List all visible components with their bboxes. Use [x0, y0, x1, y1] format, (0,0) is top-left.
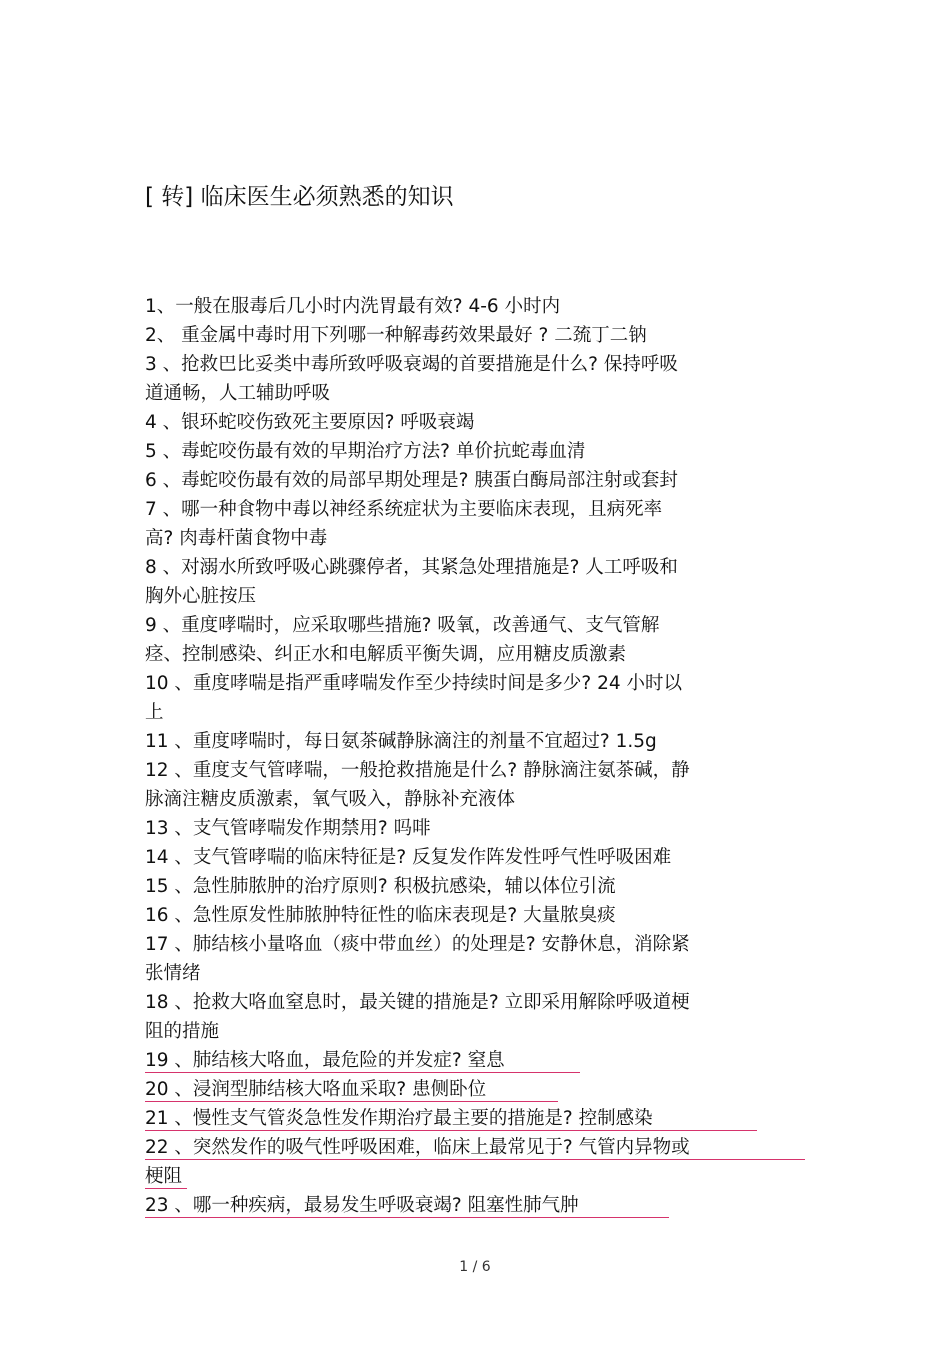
text-line: 脉滴注糖皮质激素，氧气吸入，静脉补充液体	[145, 789, 516, 810]
text-line: 18 、抢救大咯血窒息时，最关键的措施是? 立即采用解除呼吸道梗	[145, 992, 690, 1013]
text-line: 痉、控制感染、纠正水和电解质平衡失调，应用糖皮质激素	[145, 644, 627, 665]
text-line: 12 、重度支气管哮喘，一般抢救措施是什么? 静脉滴注氨茶碱，静	[145, 760, 690, 781]
text-line: 阻的措施	[145, 1021, 220, 1042]
text-line: 2、 重金属中毒时用下列哪一种解毒药效果最好 ? 二巯丁二钠	[145, 325, 647, 346]
text-line: 上	[145, 702, 164, 723]
text-line: 17 、肺结核小量咯血（痰中带血丝）的处理是? 安静休息，消除紧	[145, 934, 690, 955]
text-line: 道通畅，人工辅助呼吸	[145, 383, 331, 404]
text-line-underlined: 梗阻	[145, 1162, 785, 1191]
document-title: [ 转] 临床医生必须熟悉的知识	[145, 184, 454, 210]
text-line-underlined: 19 、肺结核大咯血，最危险的并发症? 窒息	[145, 1046, 785, 1075]
document-body	[145, 292, 785, 1220]
text-line: 4 、银环蛇咬伤致死主要原因? 呼吸衰竭	[145, 412, 475, 433]
page-number: 1 / 6	[459, 1259, 491, 1275]
text-line: 11 、重度哮喘时，每日氨茶碱静脉滴注的剂量不宜超过? 1.5g	[145, 731, 657, 752]
text-line: 1、一般在服毒后几小时内洗胃最有效? 4-6 小时内	[145, 296, 561, 317]
text-line-underlined: 20 、浸润型肺结核大咯血采取? 患侧卧位	[145, 1075, 785, 1104]
text-line: 10 、重度哮喘是指严重哮喘发作至少持续时间是多少? 24 小时以	[145, 673, 683, 694]
text-line: 13 、支气管哮喘发作期禁用? 吗啡	[145, 818, 431, 839]
text-line: 胸外心脏按压	[145, 586, 257, 607]
text-line: 5 、毒蛇咬伤最有效的早期治疗方法? 单价抗蛇毒血清	[145, 441, 586, 462]
text-line: 3 、抢救巴比妥类中毒所致呼吸衰竭的首要措施是什么? 保持呼吸	[145, 354, 678, 375]
text-line: 高? 肉毒杆菌食物中毒	[145, 528, 328, 549]
text-line-underlined: 22 、突然发作的吸气性呼吸困难，临床上最常见于? 气管内异物或	[145, 1133, 785, 1162]
text-line-underlined: 23 、哪一种疾病，最易发生呼吸衰竭? 阻塞性肺气肿	[145, 1191, 785, 1220]
text-line: 张情绪	[145, 963, 201, 984]
text-line: 14 、支气管哮喘的临床特征是? 反复发作阵发性呼气性呼吸困难	[145, 847, 672, 868]
text-line: 16 、急性原发性肺脓肿特征性的临床表现是? 大量脓臭痰	[145, 905, 616, 926]
text-line: 15 、急性肺脓肿的治疗原则? 积极抗感染，辅以体位引流	[145, 876, 616, 897]
text-line: 6 、毒蛇咬伤最有效的局部早期处理是? 胰蛋白酶局部注射或套封	[145, 470, 678, 491]
text-line: 8 、对溺水所致呼吸心跳骤停者，其紧急处理措施是? 人工呼吸和	[145, 557, 678, 578]
text-line: 7 、哪一种食物中毒以神经系统症状为主要临床表现，且病死率	[145, 499, 663, 520]
text-line-underlined: 21 、慢性支气管炎急性发作期治疗最主要的措施是? 控制感染	[145, 1104, 785, 1133]
text-line: 9 、重度哮喘时，应采取哪些措施? 吸氧，改善通气、支气管解	[145, 615, 660, 636]
